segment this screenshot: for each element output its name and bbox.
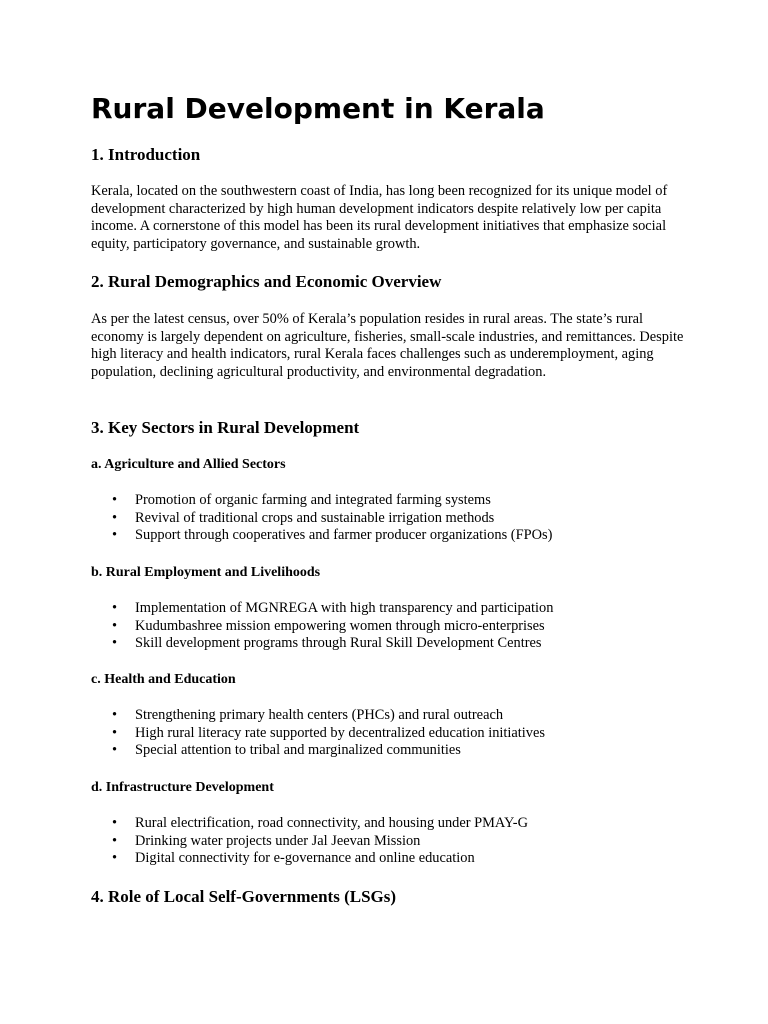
subsection-heading-infrastructure: d. Infrastructure Development <box>91 780 274 795</box>
list-item-text: Drinking water projects under Jal Jeevan Mission <box>135 832 421 849</box>
list-item-text: Special attention to tribal and marginalized communities <box>135 742 461 759</box>
list-item <box>91 527 552 545</box>
demographics-paragraph: As per the latest census, over 50% of Kerala’s population resides in rural areas. The state’s rural economy is largely dependent on agriculture, fisheries, small-scale industries, and remittances. Despite high literacy and health indicators, rural Kerala faces challenges such as underemployment, aging population, declining agricultural productivity, and environmental degradation. <box>91 311 684 381</box>
list-item <box>91 635 553 653</box>
list-item <box>91 850 528 868</box>
bullet-icon: • <box>112 815 118 831</box>
section-heading-local-self-governments: 4. Role of Local Self-Governments (LSGs) <box>91 887 397 906</box>
infrastructure-list <box>91 815 528 868</box>
bullet-icon: • <box>112 600 118 616</box>
bullet-icon: • <box>112 724 118 741</box>
list-item-text: Rural electrification, road connectivity, and housing under PMAY-G <box>135 815 528 831</box>
bullet-icon: • <box>112 527 118 544</box>
list-item-text: Strengthening primary health centers (PHCs) and rural outreach <box>135 707 504 723</box>
bullet-icon: • <box>112 617 118 634</box>
list-item <box>91 742 545 760</box>
list-item <box>91 707 545 725</box>
list-item-text: Implementation of MGNREGA with high transparency and participation <box>135 600 554 616</box>
introduction-paragraph: Kerala, located on the southwestern coast of India, has long been recognized for its unique model of development characterized by high human development indicators despite relatively low per capita income. A cornerstone of this model has been its rural development initiatives that emphasize social equity, participatory governance, and sustainable growth. <box>91 183 668 253</box>
list-item <box>91 600 553 618</box>
bullet-icon: • <box>112 509 118 526</box>
agriculture-list <box>91 492 552 545</box>
subsection-heading-agriculture: a. Agriculture and Allied Sectors <box>91 457 286 472</box>
employment-list <box>91 600 553 653</box>
list-item <box>91 492 552 510</box>
list-item-text: Promotion of organic farming and integrated farming systems <box>135 492 491 508</box>
bullet-icon: • <box>112 850 118 867</box>
list-item-text: Revival of traditional crops and sustainable irrigation methods <box>135 509 495 526</box>
list-item <box>91 510 552 528</box>
bullet-icon: • <box>112 707 118 723</box>
bullet-icon: • <box>112 492 118 508</box>
bullet-icon: • <box>112 742 118 759</box>
bullet-icon: • <box>112 635 118 652</box>
health-education-list <box>91 707 545 760</box>
list-item <box>91 725 545 743</box>
list-item-text: Skill development programs through Rural Skill Development Centres <box>135 635 542 652</box>
list-item-text: Digital connectivity for e-governance and online education <box>135 850 475 867</box>
list-item <box>91 833 528 851</box>
list-item <box>91 815 528 833</box>
section-heading-introduction: 1. Introduction <box>91 145 201 164</box>
list-item-text: High rural literacy rate supported by decentralized education initiatives <box>135 724 545 741</box>
bullet-icon: • <box>112 832 118 849</box>
list-item <box>91 618 553 636</box>
subsection-heading-employment: b. Rural Employment and Livelihoods <box>91 565 321 580</box>
document-title: Rural Development in Kerala <box>91 92 545 125</box>
subsection-heading-health-education: c. Health and Education <box>91 672 236 687</box>
section-heading-demographics: 2. Rural Demographics and Economic Overview <box>91 272 442 291</box>
list-item-text: Support through cooperatives and farmer producer organizations (FPOs) <box>135 527 553 544</box>
list-item-text: Kudumbashree mission empowering women through micro-enterprises <box>135 617 545 634</box>
section-heading-key-sectors: 3. Key Sectors in Rural Development <box>91 418 360 437</box>
